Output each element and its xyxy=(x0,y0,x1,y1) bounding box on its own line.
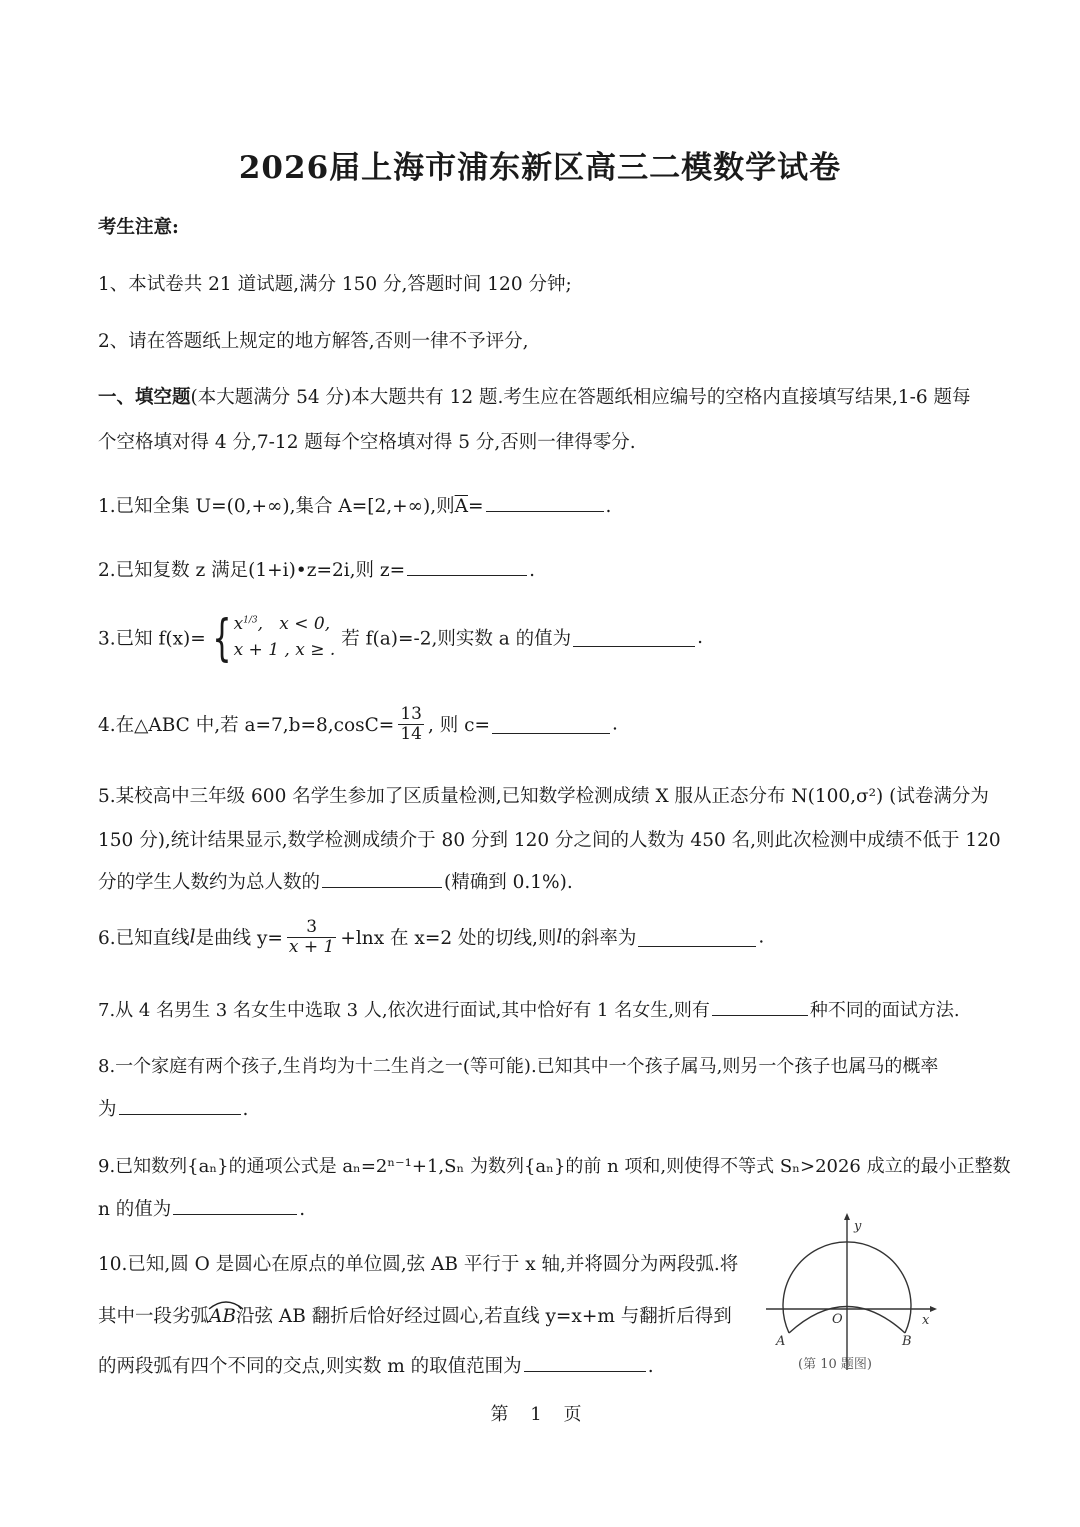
q1-text: 1.已知全集 U=(0,+∞),集合 A=[2,+∞),则 xyxy=(98,496,455,517)
answer-blank-3[interactable] xyxy=(573,628,695,647)
question-7 xyxy=(98,996,960,1022)
section1-intro-line1 xyxy=(98,383,971,409)
arc-mark-icon xyxy=(207,1298,245,1310)
figure-caption: (第 10 题图) xyxy=(798,1357,872,1372)
notice-item-1: 1、本试卷共 21 道试题,满分 150 分,答题时间 120 分钟; xyxy=(98,274,572,295)
q4-numerator: 13 xyxy=(400,704,422,724)
question-3: 3.已知 f(x)= { $x^{1/3}$, x < 0, x + 1 , x ≥ . 若 f(a)=-2,则实数 a 的值为 . xyxy=(98,608,704,667)
question-9-line1: 9.已知数列{aₙ}的通项公式是 aₙ=2ⁿ⁻¹+1,Sₙ 为数列{aₙ}的前 n 项和,则使得不等式 Sₙ>2026 成立的最小正整数 xyxy=(98,1156,1011,1177)
question-5-line1: 5.某校高中三年级 600 名学生参加了区质量检测,已知数学检测成绩 X 服从正态分布 N(100,σ²) (试卷满分为 xyxy=(98,786,989,807)
q3-brace: { xyxy=(212,608,232,667)
q3-case-2: x + 1 , x ≥ . xyxy=(233,639,336,660)
q6-tangent: +lnx 在 x=2 处的切线,则 xyxy=(340,928,557,950)
question-10-line3: 的两段弧有四个不同的交点,则实数 m 的取值范围为 . xyxy=(98,1352,654,1378)
origin-label: O xyxy=(832,1312,843,1327)
notice-item-2: 2、请在答题纸上规定的地方解答,否则一律不予评分, xyxy=(98,331,529,352)
q6-question: 的斜率为 xyxy=(562,928,637,950)
answer-blank-10[interactable] xyxy=(524,1353,646,1372)
answer-blank-5[interactable] xyxy=(322,869,442,888)
q1-equals: = xyxy=(468,496,484,517)
page-title: 2026届上海市浦东新区高三二模数学试卷 xyxy=(238,150,842,186)
q6-text: 6.已知直线 xyxy=(98,928,190,950)
question-2: 2.已知复数 z 满足(1+i)•z=2i,则 z= . xyxy=(98,556,535,582)
question-9-line2: n 的值为 . xyxy=(98,1195,305,1221)
x-label: x xyxy=(922,1313,930,1328)
section1-intro-line2: 个空格填对得 4 分,7-12 题每个空格填对得 5 分,否则一律得零分. xyxy=(98,432,636,453)
q5-precision: (精确到 0.1%). xyxy=(444,872,573,893)
question-4: 4.在△ABC 中,若 a=7,b=8,cosC= $\frac{13}{14}$ , 则 c= . xyxy=(98,704,618,744)
section1-intro: (本大题满分 54 分)本大题共有 12 题.考生应在答题纸相应编号的空格内直接填写结果,1-6 题每 xyxy=(190,387,971,408)
question-1: 1.已知全集 U=(0,+∞),集合 A=[2,+∞),则$\overline{A}=$ . xyxy=(98,492,611,518)
q10-question: 的两段弧有四个不同的交点,则实数 m 的取值范围为 xyxy=(98,1356,522,1377)
q3-case-1: $x^{1/3}$, x < 0, xyxy=(233,614,331,634)
q6-line-symbol-2: l xyxy=(556,926,563,948)
q3-cases xyxy=(234,612,336,663)
answer-blank-9[interactable] xyxy=(173,1196,297,1215)
q7-text: 7.从 4 名男生 3 名女生中选取 3 人,依次进行面试,其中恰好有 1 名女生,则有 xyxy=(98,1000,710,1021)
answer-blank-2[interactable] xyxy=(407,557,527,576)
q3-case1-cond: x < 0, xyxy=(279,614,331,634)
question-10-line2 xyxy=(98,1302,732,1328)
answer-blank-8[interactable] xyxy=(119,1096,241,1115)
page-number: 第 1 页 xyxy=(490,1404,590,1425)
q6-denominator: x + 1 xyxy=(288,936,335,957)
q5-text: 分的学生人数约为总人数的 xyxy=(98,872,321,893)
q10-arc-label: AB xyxy=(209,1306,236,1327)
question-6: 6.已知直线l是曲线 y= $\frac{3}{x + 1}$ +lnx 在 x=2 处的切线,则l的斜率为 . xyxy=(98,917,765,957)
q10-arc-ab xyxy=(209,1306,236,1327)
question-8-line1: 8.一个家庭有两个孩子,生肖均为十二生肖之一(等可能).已知其中一个孩子属马,则另一个孩子也属马的概率 xyxy=(98,1056,939,1077)
q3-case1-expr: x xyxy=(233,614,244,634)
q9-text: n 的值为 xyxy=(98,1199,172,1220)
q6-fraction xyxy=(287,918,336,956)
point-b-label: B xyxy=(902,1334,912,1349)
q4-question: , 则 c= xyxy=(427,715,490,737)
q3-text: 3.已知 f(x)= xyxy=(98,628,206,650)
q3-question: 若 f(a)=-2,则实数 a 的值为 xyxy=(341,628,572,650)
q6-line-symbol: l xyxy=(189,926,196,948)
q10-figure xyxy=(762,1210,942,1375)
y-axis-arrow-icon xyxy=(844,1213,850,1220)
point-a-label: A xyxy=(776,1334,786,1349)
q7-post: 种不同的面试方法. xyxy=(809,1000,960,1021)
q6-numerator: 3 xyxy=(306,917,318,937)
question-10-line1: 10.已知,圆 O 是圆心在原点的单位圆,弦 AB 平行于 x 轴,并将圆分为两段弧.将 xyxy=(98,1254,739,1275)
notice-heading: 考生注意: xyxy=(98,217,179,238)
q2-text: 2.已知复数 z 满足(1+i)•z=2i,则 z= xyxy=(98,560,406,581)
y-label: y xyxy=(854,1219,862,1234)
q10-fold: 沿弦 AB 翻折后恰好经过圆心,若直线 y=x+m 与翻折后得到 xyxy=(235,1306,732,1327)
q10-text: 其中一段劣弧 xyxy=(98,1306,210,1327)
q4-text: 4.在△ABC 中,若 a=7,b=8,cosC= xyxy=(98,715,395,737)
section1-label: 一、填空题 xyxy=(98,387,191,408)
answer-blank-1[interactable] xyxy=(486,493,604,512)
q1-complement-symbol: $\overline{A}$ xyxy=(454,496,468,517)
answer-blank-7[interactable] xyxy=(712,997,808,1016)
answer-blank-6[interactable] xyxy=(638,928,756,947)
question-8-line2: 为 . xyxy=(98,1095,248,1121)
x-axis-arrow-icon xyxy=(930,1306,937,1312)
q6-curve: 是曲线 y= xyxy=(195,928,283,950)
q3-case1-exp: 1/3 xyxy=(243,615,258,626)
q4-denominator: 14 xyxy=(400,723,422,744)
question-5-line3 xyxy=(98,868,573,894)
answer-blank-4[interactable] xyxy=(492,715,610,734)
q4-fraction xyxy=(398,705,424,743)
question-5-line2: 150 分),统计结果显示,数学检测成绩介于 80 分到 120 分之间的人数为 450 名,则此次检测中成绩不低于 120 xyxy=(98,830,1001,851)
q8-text: 为 xyxy=(98,1099,117,1120)
